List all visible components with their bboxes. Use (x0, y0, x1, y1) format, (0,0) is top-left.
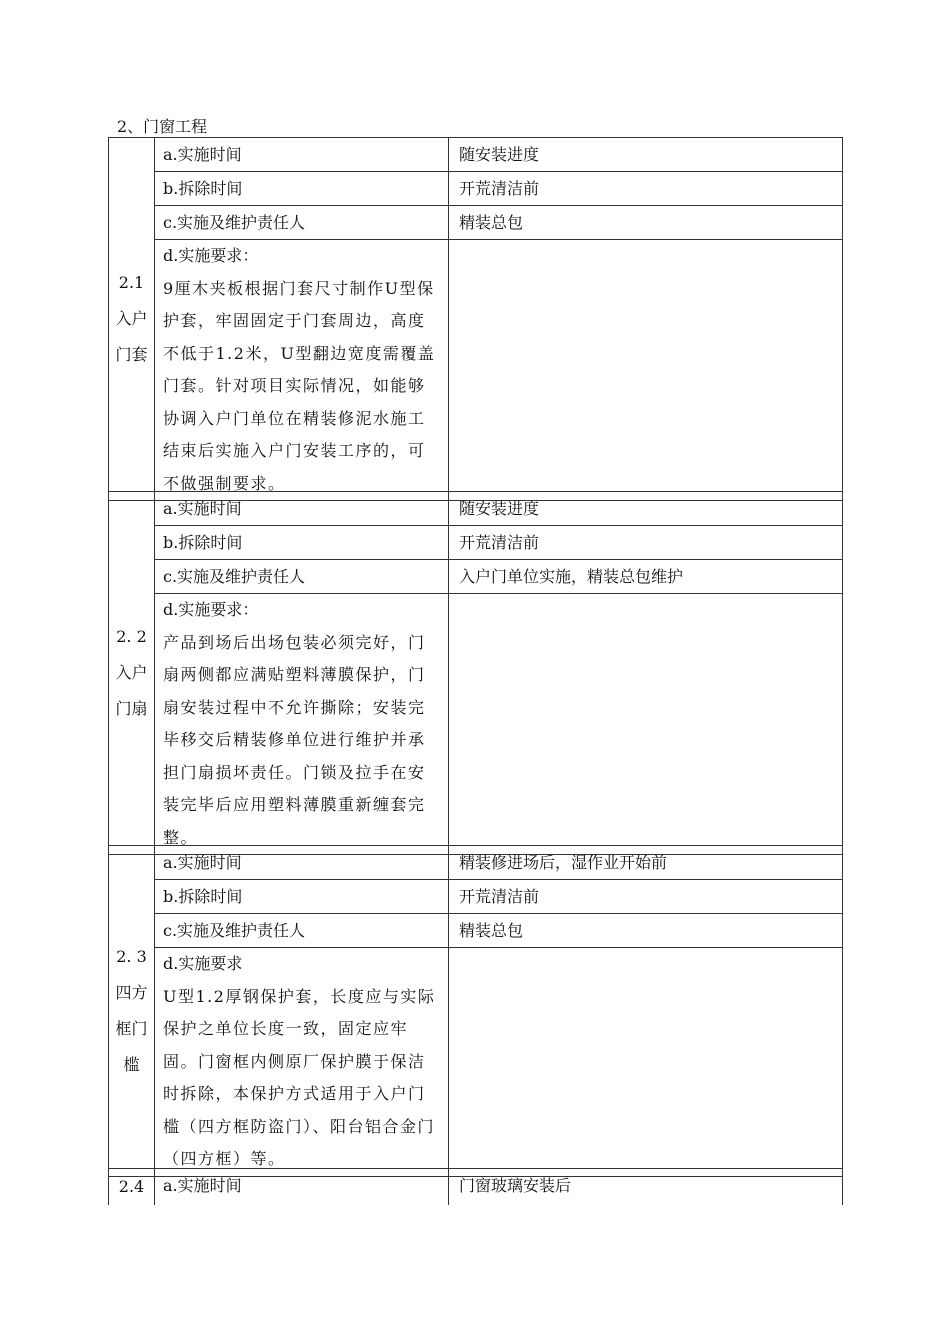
row-label: b.拆除时间 (155, 880, 449, 914)
row-label: a.实施时间 (155, 846, 449, 880)
row-value: 入户门单位实施，精装总包维护 (449, 560, 843, 594)
row-label: a.实施时间 (155, 492, 449, 526)
requirement-label: d.实施要求： (163, 600, 259, 619)
section-table-2-3 (108, 845, 843, 1177)
row-value: 开荒清洁前 (449, 172, 843, 206)
requirement-text: U型1.2厚钢保护套，长度应与实际保护之单位长度一致，固定应牢固。门窗框内侧原厂保护膜于保洁时拆除，本保护方式适用于入户门槛（四方框防盗门）、阳台铝合金门（四方框）等。 (163, 986, 436, 1168)
row-label: c.实施及维护责任人 (155, 560, 449, 594)
section-number: 2.1 入户 门套 (109, 138, 155, 501)
row-value: 精装修进场后，湿作业开始前 (449, 846, 843, 880)
row-value: 开荒清洁前 (449, 526, 843, 560)
row-value: 随安装进度 (449, 138, 843, 172)
empty-cell (449, 240, 843, 501)
section-number: 2. 2 入户 门扇 (109, 492, 155, 855)
row-label: a.实施时间 (155, 1169, 449, 1206)
requirement-cell (155, 240, 449, 501)
requirement-text: 产品到场后出场包装必须完好，门扇两侧都应满贴塑料薄膜保护，门扇安装过程中不允许撕除；安装完毕移交后精装修单位进行维护并承担门扇损坏责任。门锁及拉手在安装完毕后应用塑料薄膜重新缠套完整。 (163, 632, 426, 847)
section-number: 2. 3 四方 框门 槛 (109, 846, 155, 1177)
empty-cell (449, 948, 843, 1177)
requirement-text: 9厘木夹板根据门套尺寸制作U型保护套，牢固固定于门套周边，高度不低于1.2米，U型翻边宽度需覆盖门套。针对项目实际情况，如能够协调入户门单位在精装修泥水施工结束后实施入户门安装工序的，可不做强制要求。 (163, 278, 436, 493)
row-value: 精装总包 (449, 206, 843, 240)
row-value: 开荒清洁前 (449, 880, 843, 914)
row-value: 门窗玻璃安装后 (449, 1169, 843, 1206)
row-label: a.实施时间 (155, 138, 449, 172)
section-title: 2、门窗工程 (117, 117, 208, 136)
section-number: 2.4 (109, 1169, 155, 1206)
requirement-cell (155, 594, 449, 855)
empty-cell (449, 594, 843, 855)
requirement-label: d.实施要求： (163, 246, 259, 265)
requirement-label: d.实施要求 (163, 954, 243, 973)
row-label: b.拆除时间 (155, 526, 449, 560)
row-label: c.实施及维护责任人 (155, 206, 449, 240)
section-table-2-1 (108, 137, 843, 501)
requirement-cell (155, 948, 449, 1177)
section-table-2-2 (108, 491, 843, 855)
row-value: 精装总包 (449, 914, 843, 948)
row-label: b.拆除时间 (155, 172, 449, 206)
section-table-2-4 (108, 1168, 843, 1205)
row-value: 随安装进度 (449, 492, 843, 526)
row-label: c.实施及维护责任人 (155, 914, 449, 948)
